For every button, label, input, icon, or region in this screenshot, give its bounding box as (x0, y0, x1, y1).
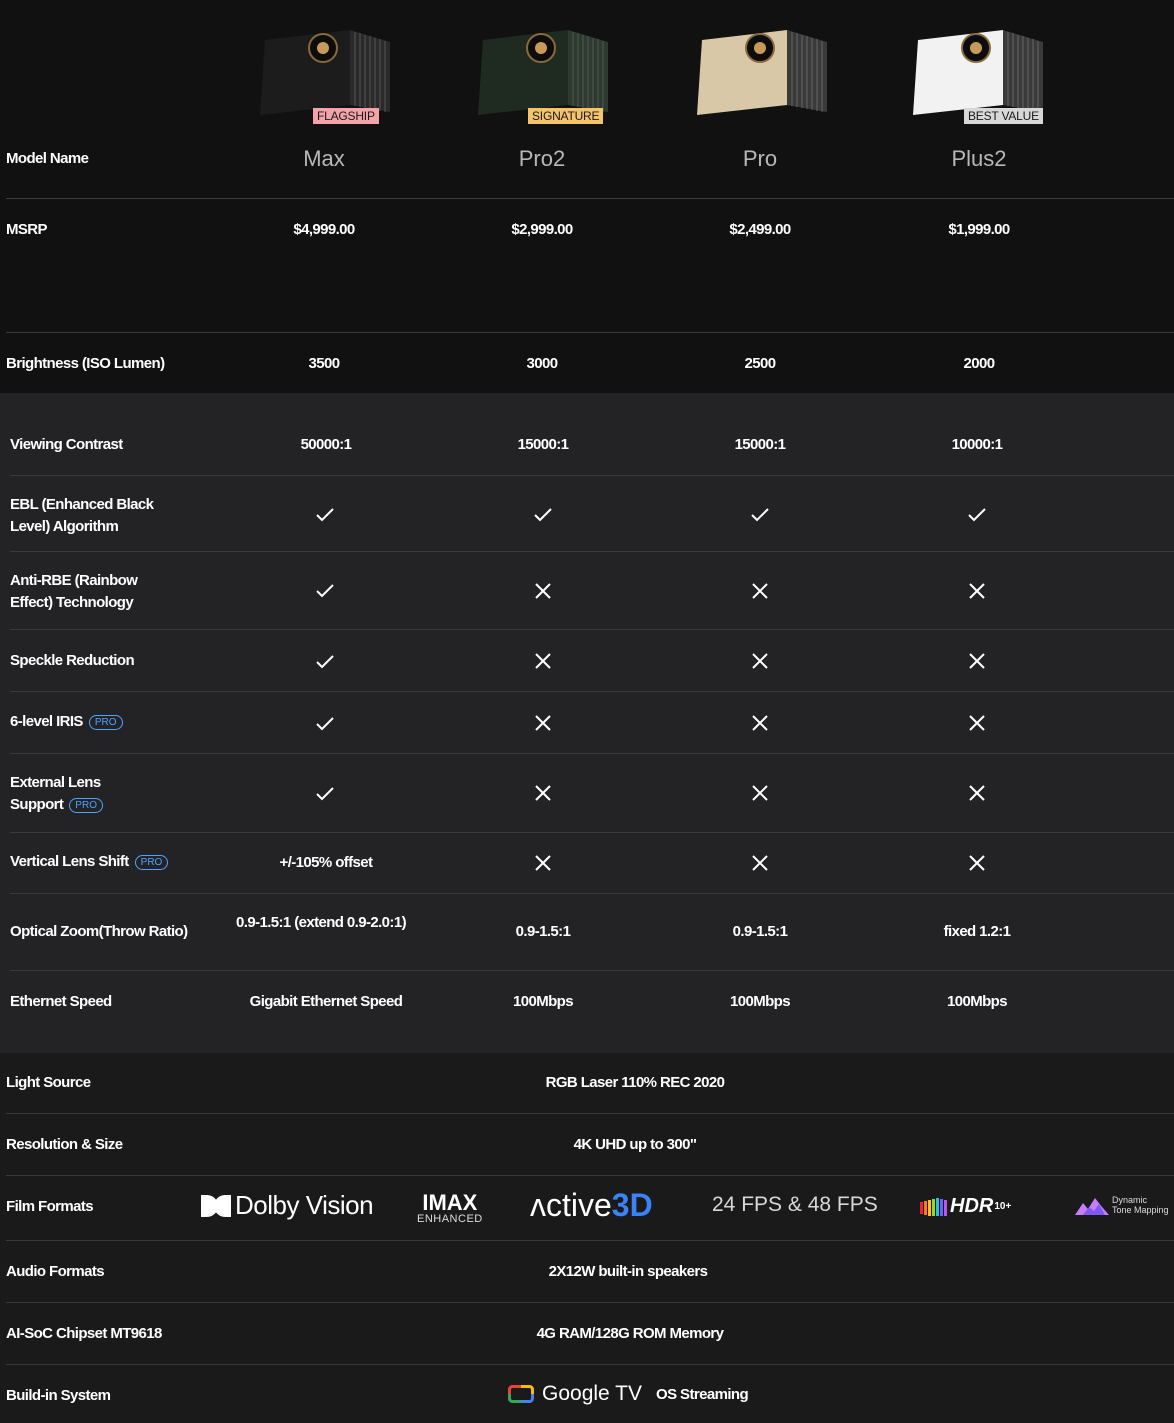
ext-lens-label (10, 772, 103, 816)
ethernet-max: Gigabit Ethernet Speed (249, 993, 403, 1010)
dolby-vision-logo (201, 1190, 373, 1221)
check-icon (533, 507, 553, 523)
cross-icon (534, 854, 552, 872)
cross-icon (534, 582, 552, 600)
lens-shift-label (10, 853, 168, 870)
product-image-pro2 (473, 20, 613, 130)
check-icon (750, 507, 770, 523)
iris-label (10, 713, 123, 730)
pro-badge: PRO (135, 855, 169, 870)
iris-label-text: 6-level IRIS (10, 713, 83, 730)
dolby-vision-text: Dolby Vision (235, 1190, 374, 1220)
imax-enhanced-text: ENHANCED (417, 1213, 483, 1225)
compare-band (0, 393, 1174, 1053)
contrast-pro2: 15000:1 (517, 436, 569, 453)
zoom-plus2: fixed 1.2:1 (943, 923, 1011, 940)
divider (6, 1364, 1174, 1365)
fps-text: 24 FPS & 48 FPS (712, 1193, 878, 1216)
msrp-pro2: $2,999.00 (511, 221, 573, 238)
brightness-plus2: 2000 (963, 355, 995, 372)
imax-text: IMAX (422, 1190, 478, 1215)
cross-icon (751, 784, 769, 802)
divider (6, 1113, 1174, 1114)
hdr-text: HDR (950, 1195, 994, 1217)
anti-rbe-label (10, 570, 137, 614)
check-icon (315, 654, 335, 670)
cross-icon (534, 784, 552, 802)
divider (6, 1175, 1174, 1176)
system-label: Build-in System (6, 1387, 111, 1404)
model-name-label: Model Name (6, 150, 89, 167)
lens-shift-max: +/-105% offset (279, 854, 373, 871)
audio-label: Audio Formats (6, 1263, 105, 1280)
product-image-pro (692, 20, 832, 130)
ethernet-pro: 100Mbps (730, 993, 790, 1010)
check-icon (315, 786, 335, 802)
hdr10-logo (920, 1195, 1011, 1218)
divider (6, 198, 1174, 199)
model-name-plus2: Plus2 (951, 146, 1007, 171)
signature-badge: SIGNATURE (528, 108, 603, 124)
msrp-pro: $2,499.00 (729, 221, 791, 238)
audio-value: 2X12W built-in speakers (548, 1263, 708, 1280)
dolby-icon (201, 1195, 231, 1217)
model-name-max: Max (303, 146, 345, 171)
zoom-pro: 0.9-1.5:1 (732, 923, 788, 940)
imax-logo (417, 1192, 483, 1225)
msrp-label: MSRP (6, 221, 47, 238)
lens-shift-label-text: Vertical Lens Shift (10, 853, 129, 870)
cross-icon (751, 652, 769, 670)
msrp-max: $4,999.00 (293, 221, 355, 238)
divider (10, 629, 1174, 630)
check-icon (315, 583, 335, 599)
zoom-max: 0.9-1.5:1 (extend 0.9-2.0:1) (236, 914, 406, 931)
dtm-line2: Tone Mapping (1112, 1205, 1169, 1215)
brightness-max: 3500 (308, 355, 340, 372)
contrast-pro: 15000:1 (734, 436, 786, 453)
model-name-pro2: Pro2 (518, 146, 566, 171)
divider (6, 1302, 1174, 1303)
contrast-max: 50000:1 (300, 436, 352, 453)
dynamic-tone-mapping-logo (1075, 1195, 1169, 1215)
brightness-pro: 2500 (744, 355, 776, 372)
brightness-pro2: 3000 (526, 355, 558, 372)
check-icon (315, 507, 335, 523)
cross-icon (968, 652, 986, 670)
cross-icon (968, 784, 986, 802)
active3d-logo (530, 1187, 653, 1224)
anti-rbe-label-line2: Effect) Technology (10, 594, 134, 611)
brightness-label: Brightness (ISO Lumen) (6, 355, 165, 372)
ethernet-pro2: 100Mbps (513, 993, 573, 1010)
divider (10, 551, 1174, 552)
contrast-label: Viewing Contrast (10, 436, 123, 453)
hdr-color-bars-icon (920, 1198, 950, 1216)
divider (10, 475, 1174, 476)
google-tv-icon (508, 1384, 534, 1404)
cross-icon (751, 714, 769, 732)
google-tv-logo (508, 1382, 748, 1406)
zoom-label: Optical Zoom(Throw Ratio) (10, 923, 188, 940)
film-formats-label: Film Formats (6, 1198, 93, 1215)
ethernet-label: Ethernet Speed (10, 993, 112, 1010)
cross-icon (534, 652, 552, 670)
chipset-label: AI-SoC Chipset MT9618 (6, 1325, 162, 1342)
contrast-plus2: 10000:1 (951, 436, 1003, 453)
check-icon (315, 716, 335, 732)
hdr-suffix-text: 10+ (994, 1201, 1012, 1212)
cross-icon (534, 714, 552, 732)
common-band (0, 1053, 1174, 1423)
cross-icon (751, 582, 769, 600)
divider (10, 893, 1174, 894)
light-source-value: RGB Laser 110% REC 2020 (545, 1074, 725, 1091)
ext-lens-label-line1: External Lens (10, 774, 101, 791)
divider (6, 1240, 1174, 1241)
pro-badge: PRO (89, 715, 123, 730)
product-image-max (255, 20, 395, 130)
3d-text: 3D (611, 1187, 653, 1223)
cross-icon (751, 854, 769, 872)
cross-icon (968, 582, 986, 600)
pro-badge: PRO (69, 798, 103, 813)
best-value-badge: BEST VALUE (964, 108, 1043, 124)
model-name-pro: Pro (742, 146, 778, 171)
divider (10, 753, 1174, 754)
ethernet-plus2: 100Mbps (947, 993, 1007, 1010)
resolution-label: Resolution & Size (6, 1136, 123, 1153)
divider (10, 832, 1174, 833)
msrp-plus2: $1,999.00 (948, 221, 1010, 238)
os-streaming-text: OS Streaming (656, 1385, 749, 1403)
divider (10, 970, 1174, 971)
flagship-badge: FLAGSHIP (313, 108, 379, 124)
zoom-pro2: 0.9-1.5:1 (515, 923, 571, 940)
cross-icon (968, 714, 986, 732)
cross-icon (968, 854, 986, 872)
speckle-label: Speckle Reduction (10, 652, 135, 669)
ebl-label (10, 494, 153, 538)
divider (6, 332, 1174, 333)
ebl-label-line1: EBL (Enhanced Black (10, 496, 154, 513)
anti-rbe-label-line1: Anti-RBE (Rainbow (10, 572, 138, 589)
resolution-value: 4K UHD up to 300" (573, 1136, 697, 1153)
ext-lens-label-line2: Support (10, 796, 64, 813)
active-text: ʌctive (530, 1187, 612, 1223)
google-tv-text: Google TV (542, 1382, 643, 1405)
dtm-line1: Dynamic (1112, 1195, 1148, 1205)
light-source-label: Light Source (6, 1074, 91, 1091)
chipset-value: 4G RAM/128G ROM Memory (536, 1325, 724, 1342)
product-image-plus2 (908, 20, 1048, 130)
check-icon (967, 507, 987, 523)
tone-mapping-icon (1075, 1195, 1109, 1215)
divider (10, 691, 1174, 692)
ebl-label-line2: Level) Algorithm (10, 518, 119, 535)
